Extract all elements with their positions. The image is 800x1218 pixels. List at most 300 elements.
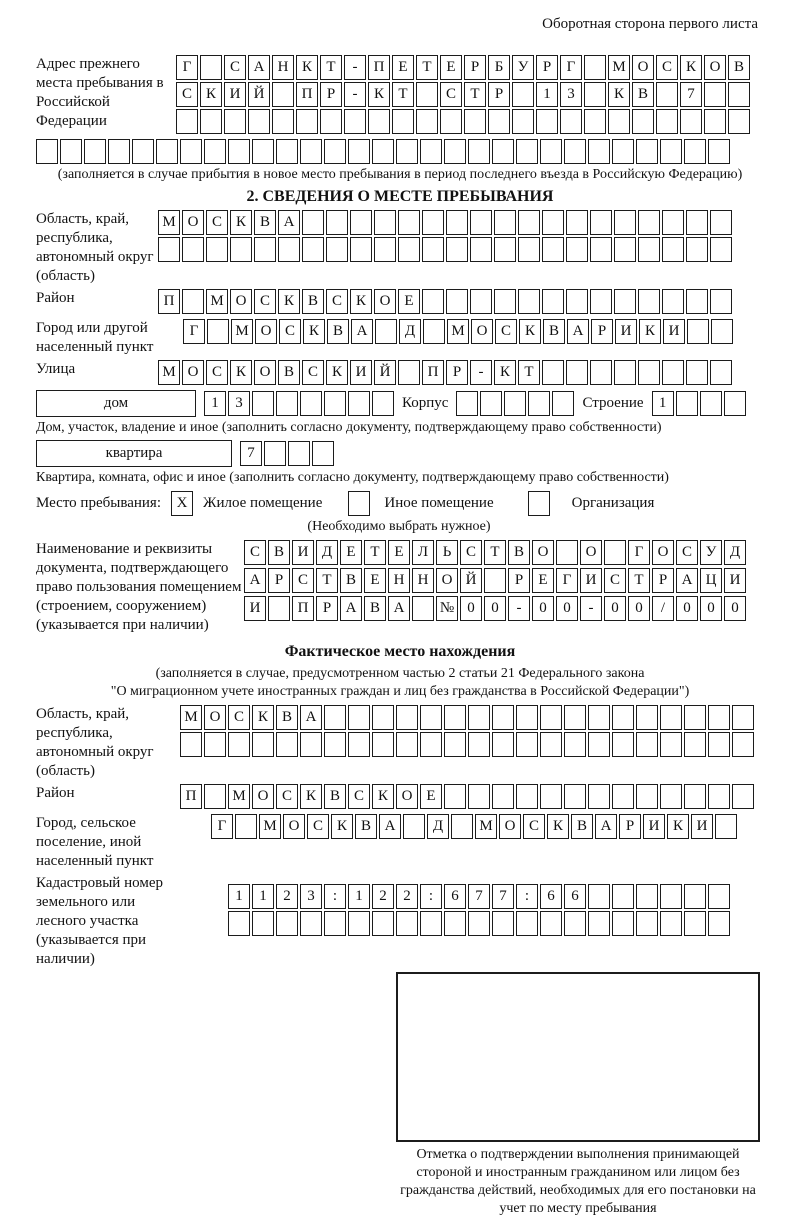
- char-box[interactable]: [584, 82, 606, 107]
- char-box[interactable]: [708, 911, 730, 936]
- char-box[interactable]: [396, 732, 418, 757]
- char-box[interactable]: [728, 82, 750, 107]
- char-box[interactable]: [228, 139, 250, 164]
- char-box[interactable]: [608, 109, 630, 134]
- char-box[interactable]: М: [231, 319, 253, 344]
- char-box[interactable]: В: [302, 289, 324, 314]
- char-box[interactable]: Д: [316, 540, 338, 565]
- char-box[interactable]: [638, 289, 660, 314]
- char-box[interactable]: [708, 884, 730, 909]
- char-box[interactable]: А: [244, 568, 266, 593]
- char-box[interactable]: [276, 732, 298, 757]
- char-box[interactable]: [588, 911, 610, 936]
- char-box[interactable]: Е: [420, 784, 442, 809]
- char-box[interactable]: М: [475, 814, 497, 839]
- char-box[interactable]: Т: [316, 568, 338, 593]
- char-box[interactable]: -: [470, 360, 492, 385]
- char-box[interactable]: О: [182, 360, 204, 385]
- char-box[interactable]: [662, 210, 684, 235]
- char-box[interactable]: [468, 732, 490, 757]
- char-box[interactable]: [207, 319, 229, 344]
- char-box[interactable]: [564, 732, 586, 757]
- char-box[interactable]: [566, 360, 588, 385]
- char-box[interactable]: [398, 210, 420, 235]
- char-box[interactable]: [464, 109, 486, 134]
- char-box[interactable]: 6: [564, 884, 586, 909]
- char-box[interactable]: 7: [492, 884, 514, 909]
- char-box[interactable]: [512, 109, 534, 134]
- char-box[interactable]: [708, 732, 730, 757]
- char-box[interactable]: О: [374, 289, 396, 314]
- char-box[interactable]: [732, 705, 754, 730]
- char-box[interactable]: О: [252, 784, 274, 809]
- char-box[interactable]: Н: [272, 55, 294, 80]
- char-box[interactable]: [446, 237, 468, 262]
- char-box[interactable]: Р: [508, 568, 530, 593]
- char-box[interactable]: [228, 911, 250, 936]
- char-box[interactable]: [492, 784, 514, 809]
- char-box[interactable]: [348, 911, 370, 936]
- char-box[interactable]: [108, 139, 130, 164]
- char-box[interactable]: У: [700, 540, 722, 565]
- char-box[interactable]: [444, 705, 466, 730]
- char-box[interactable]: [348, 391, 370, 416]
- char-box[interactable]: [348, 732, 370, 757]
- char-box[interactable]: [468, 784, 490, 809]
- char-box[interactable]: [704, 109, 726, 134]
- char-box[interactable]: П: [180, 784, 202, 809]
- char-box[interactable]: [320, 109, 342, 134]
- char-box[interactable]: [710, 210, 732, 235]
- char-box[interactable]: [372, 391, 394, 416]
- char-box[interactable]: В: [324, 784, 346, 809]
- char-box[interactable]: [374, 210, 396, 235]
- char-box[interactable]: Ь: [436, 540, 458, 565]
- char-box[interactable]: С: [523, 814, 545, 839]
- char-box[interactable]: [560, 109, 582, 134]
- char-box[interactable]: [324, 139, 346, 164]
- char-box[interactable]: [540, 139, 562, 164]
- char-box[interactable]: [660, 911, 682, 936]
- char-box[interactable]: Е: [388, 540, 410, 565]
- char-box[interactable]: [182, 237, 204, 262]
- char-box[interactable]: [504, 391, 526, 416]
- char-box[interactable]: [684, 784, 706, 809]
- char-box[interactable]: [200, 109, 222, 134]
- char-box[interactable]: [180, 732, 202, 757]
- char-box[interactable]: [268, 596, 290, 621]
- char-box[interactable]: [176, 109, 198, 134]
- char-box[interactable]: [612, 732, 634, 757]
- char-box[interactable]: [540, 784, 562, 809]
- char-box[interactable]: [556, 540, 578, 565]
- char-box[interactable]: А: [300, 705, 322, 730]
- char-box[interactable]: О: [532, 540, 554, 565]
- char-box[interactable]: К: [230, 360, 252, 385]
- char-box[interactable]: В: [508, 540, 530, 565]
- char-box[interactable]: [614, 210, 636, 235]
- char-box[interactable]: С: [676, 540, 698, 565]
- char-box[interactable]: [252, 732, 274, 757]
- char-box[interactable]: А: [595, 814, 617, 839]
- char-box[interactable]: Т: [518, 360, 540, 385]
- char-box[interactable]: [660, 884, 682, 909]
- char-box[interactable]: [182, 289, 204, 314]
- char-box[interactable]: 0: [556, 596, 578, 621]
- checkbox-zhiloe[interactable]: [171, 491, 193, 516]
- char-box[interactable]: Е: [532, 568, 554, 593]
- char-box[interactable]: 0: [604, 596, 626, 621]
- char-box[interactable]: [368, 109, 390, 134]
- char-box[interactable]: Д: [427, 814, 449, 839]
- char-box[interactable]: [660, 732, 682, 757]
- char-box[interactable]: [494, 210, 516, 235]
- char-box[interactable]: [324, 911, 346, 936]
- char-box[interactable]: [704, 82, 726, 107]
- char-box[interactable]: Й: [248, 82, 270, 107]
- char-box[interactable]: И: [663, 319, 685, 344]
- char-box[interactable]: О: [254, 360, 276, 385]
- char-box[interactable]: [564, 911, 586, 936]
- char-box[interactable]: М: [158, 360, 180, 385]
- char-box[interactable]: [662, 237, 684, 262]
- char-box[interactable]: [278, 237, 300, 262]
- char-box[interactable]: [420, 705, 442, 730]
- char-box[interactable]: [662, 289, 684, 314]
- char-box[interactable]: [420, 732, 442, 757]
- char-box[interactable]: [660, 705, 682, 730]
- char-box[interactable]: Н: [412, 568, 434, 593]
- char-box[interactable]: С: [348, 784, 370, 809]
- char-box[interactable]: [566, 237, 588, 262]
- char-box[interactable]: 2: [372, 884, 394, 909]
- char-box[interactable]: [206, 237, 228, 262]
- char-box[interactable]: [528, 491, 550, 516]
- char-box[interactable]: О: [230, 289, 252, 314]
- char-box[interactable]: [288, 441, 310, 466]
- char-box[interactable]: [326, 210, 348, 235]
- char-box[interactable]: [492, 732, 514, 757]
- char-box[interactable]: [276, 911, 298, 936]
- char-box[interactable]: И: [724, 568, 746, 593]
- char-box[interactable]: [396, 139, 418, 164]
- char-box[interactable]: [200, 55, 222, 80]
- char-box[interactable]: К: [494, 360, 516, 385]
- char-box[interactable]: К: [300, 784, 322, 809]
- char-box[interactable]: :: [420, 884, 442, 909]
- char-box[interactable]: О: [182, 210, 204, 235]
- char-box[interactable]: У: [512, 55, 534, 80]
- char-box[interactable]: 0: [484, 596, 506, 621]
- char-box[interactable]: [542, 210, 564, 235]
- char-box[interactable]: [470, 289, 492, 314]
- char-box[interactable]: Р: [619, 814, 641, 839]
- char-box[interactable]: К: [326, 360, 348, 385]
- char-box[interactable]: [350, 210, 372, 235]
- char-box[interactable]: [516, 784, 538, 809]
- char-box[interactable]: Г: [560, 55, 582, 80]
- char-box[interactable]: 0: [628, 596, 650, 621]
- char-box[interactable]: 3: [300, 884, 322, 909]
- char-box[interactable]: [686, 289, 708, 314]
- char-box[interactable]: А: [340, 596, 362, 621]
- char-box[interactable]: [660, 784, 682, 809]
- char-box[interactable]: [710, 237, 732, 262]
- char-box[interactable]: 0: [724, 596, 746, 621]
- char-box[interactable]: [494, 237, 516, 262]
- char-box[interactable]: [60, 139, 82, 164]
- char-box[interactable]: И: [643, 814, 665, 839]
- char-box[interactable]: [36, 139, 58, 164]
- char-box[interactable]: В: [355, 814, 377, 839]
- char-box[interactable]: №: [436, 596, 458, 621]
- char-box[interactable]: [398, 237, 420, 262]
- char-box[interactable]: Т: [484, 540, 506, 565]
- char-box[interactable]: С: [206, 360, 228, 385]
- char-box[interactable]: [296, 109, 318, 134]
- char-box[interactable]: [728, 109, 750, 134]
- char-box[interactable]: [680, 109, 702, 134]
- char-box[interactable]: [590, 289, 612, 314]
- char-box[interactable]: [204, 732, 226, 757]
- char-box[interactable]: К: [331, 814, 353, 839]
- char-box[interactable]: [710, 289, 732, 314]
- char-box[interactable]: [372, 732, 394, 757]
- char-box[interactable]: [422, 210, 444, 235]
- char-box[interactable]: [444, 784, 466, 809]
- char-box[interactable]: [732, 784, 754, 809]
- char-box[interactable]: [446, 210, 468, 235]
- char-box[interactable]: [446, 289, 468, 314]
- char-box[interactable]: [564, 139, 586, 164]
- char-box[interactable]: [516, 732, 538, 757]
- char-box[interactable]: 7: [680, 82, 702, 107]
- char-box[interactable]: Н: [388, 568, 410, 593]
- char-box[interactable]: [636, 705, 658, 730]
- char-box[interactable]: [326, 237, 348, 262]
- char-box[interactable]: Т: [464, 82, 486, 107]
- char-box[interactable]: В: [327, 319, 349, 344]
- char-box[interactable]: В: [340, 568, 362, 593]
- char-box[interactable]: 6: [540, 884, 562, 909]
- char-box[interactable]: [451, 814, 473, 839]
- char-box[interactable]: [348, 491, 370, 516]
- char-box[interactable]: [732, 732, 754, 757]
- char-box[interactable]: [686, 237, 708, 262]
- char-box[interactable]: :: [516, 884, 538, 909]
- char-box[interactable]: [420, 139, 442, 164]
- char-box[interactable]: С: [206, 210, 228, 235]
- char-box[interactable]: К: [547, 814, 569, 839]
- char-box[interactable]: [228, 732, 250, 757]
- char-box[interactable]: 7: [468, 884, 490, 909]
- char-box[interactable]: 1: [348, 884, 370, 909]
- char-box[interactable]: [715, 814, 737, 839]
- char-box[interactable]: Т: [628, 568, 650, 593]
- char-box[interactable]: [588, 732, 610, 757]
- char-box[interactable]: [492, 705, 514, 730]
- char-box[interactable]: Р: [652, 568, 674, 593]
- char-box[interactable]: [686, 210, 708, 235]
- char-box[interactable]: [422, 289, 444, 314]
- char-box[interactable]: О: [652, 540, 674, 565]
- char-box[interactable]: [272, 82, 294, 107]
- char-box[interactable]: [392, 109, 414, 134]
- char-box[interactable]: [416, 82, 438, 107]
- char-box[interactable]: [590, 210, 612, 235]
- char-box[interactable]: [708, 784, 730, 809]
- char-box[interactable]: 0: [532, 596, 554, 621]
- char-box[interactable]: Е: [440, 55, 462, 80]
- char-box[interactable]: О: [204, 705, 226, 730]
- char-box[interactable]: [540, 705, 562, 730]
- char-box[interactable]: 6: [444, 884, 466, 909]
- char-box[interactable]: [636, 784, 658, 809]
- char-box[interactable]: С: [604, 568, 626, 593]
- char-box[interactable]: И: [691, 814, 713, 839]
- char-box[interactable]: [480, 391, 502, 416]
- char-box[interactable]: [416, 109, 438, 134]
- char-box[interactable]: [566, 289, 588, 314]
- char-box[interactable]: [272, 109, 294, 134]
- char-box[interactable]: [636, 911, 658, 936]
- char-box[interactable]: [423, 319, 445, 344]
- char-box[interactable]: Г: [176, 55, 198, 80]
- char-box[interactable]: Й: [460, 568, 482, 593]
- char-box[interactable]: [396, 705, 418, 730]
- char-box[interactable]: [276, 391, 298, 416]
- char-box[interactable]: К: [608, 82, 630, 107]
- char-box[interactable]: В: [254, 210, 276, 235]
- char-box[interactable]: К: [278, 289, 300, 314]
- char-box[interactable]: А: [676, 568, 698, 593]
- char-box[interactable]: [564, 784, 586, 809]
- char-box[interactable]: С: [176, 82, 198, 107]
- char-box[interactable]: [444, 911, 466, 936]
- char-box[interactable]: [542, 360, 564, 385]
- char-box[interactable]: А: [388, 596, 410, 621]
- char-box[interactable]: [614, 237, 636, 262]
- char-box[interactable]: И: [350, 360, 372, 385]
- char-box[interactable]: [488, 109, 510, 134]
- char-box[interactable]: О: [580, 540, 602, 565]
- char-box[interactable]: А: [379, 814, 401, 839]
- char-box[interactable]: [656, 109, 678, 134]
- char-box[interactable]: [584, 55, 606, 80]
- char-box[interactable]: К: [350, 289, 372, 314]
- char-box[interactable]: [711, 319, 733, 344]
- char-box[interactable]: [470, 237, 492, 262]
- char-box[interactable]: [456, 391, 478, 416]
- char-box[interactable]: [300, 391, 322, 416]
- char-box[interactable]: [687, 319, 709, 344]
- char-box[interactable]: П: [158, 289, 180, 314]
- char-box[interactable]: Т: [392, 82, 414, 107]
- char-box[interactable]: 1: [228, 884, 250, 909]
- char-box[interactable]: Т: [416, 55, 438, 80]
- char-box[interactable]: [403, 814, 425, 839]
- char-box[interactable]: А: [278, 210, 300, 235]
- char-box[interactable]: [636, 732, 658, 757]
- char-box[interactable]: С: [656, 55, 678, 80]
- char-box[interactable]: [636, 884, 658, 909]
- char-box[interactable]: И: [615, 319, 637, 344]
- char-box[interactable]: К: [368, 82, 390, 107]
- char-box[interactable]: [660, 139, 682, 164]
- char-box[interactable]: [588, 705, 610, 730]
- char-box[interactable]: -: [508, 596, 530, 621]
- char-box[interactable]: О: [499, 814, 521, 839]
- char-box[interactable]: [700, 391, 722, 416]
- char-box[interactable]: [324, 732, 346, 757]
- char-box[interactable]: [84, 139, 106, 164]
- char-box[interactable]: 1: [252, 884, 274, 909]
- char-box[interactable]: [412, 596, 434, 621]
- char-box[interactable]: [612, 884, 634, 909]
- char-box[interactable]: К: [680, 55, 702, 80]
- char-box[interactable]: [516, 139, 538, 164]
- char-box[interactable]: [638, 210, 660, 235]
- checkbox-organizatsiya[interactable]: [528, 491, 550, 516]
- char-box[interactable]: К: [200, 82, 222, 107]
- char-box[interactable]: [676, 391, 698, 416]
- char-box[interactable]: [708, 139, 730, 164]
- char-box[interactable]: Т: [364, 540, 386, 565]
- char-box[interactable]: Б: [488, 55, 510, 80]
- char-box[interactable]: [420, 911, 442, 936]
- char-box[interactable]: В: [364, 596, 386, 621]
- char-box[interactable]: [468, 139, 490, 164]
- char-box[interactable]: [638, 237, 660, 262]
- char-box[interactable]: [132, 139, 154, 164]
- char-box[interactable]: [684, 732, 706, 757]
- char-box[interactable]: [612, 911, 634, 936]
- char-box[interactable]: Е: [340, 540, 362, 565]
- char-box[interactable]: [584, 109, 606, 134]
- char-box[interactable]: К: [296, 55, 318, 80]
- char-box[interactable]: А: [248, 55, 270, 80]
- char-box[interactable]: Р: [488, 82, 510, 107]
- char-box[interactable]: С: [460, 540, 482, 565]
- char-box[interactable]: О: [396, 784, 418, 809]
- char-box[interactable]: В: [543, 319, 565, 344]
- char-box[interactable]: П: [368, 55, 390, 80]
- char-box[interactable]: П: [292, 596, 314, 621]
- char-box[interactable]: [468, 705, 490, 730]
- char-box[interactable]: [180, 139, 202, 164]
- char-box[interactable]: [684, 911, 706, 936]
- char-box[interactable]: С: [302, 360, 324, 385]
- char-box[interactable]: И: [580, 568, 602, 593]
- char-box[interactable]: [374, 237, 396, 262]
- char-box[interactable]: [440, 109, 462, 134]
- char-box[interactable]: [518, 289, 540, 314]
- char-box[interactable]: К: [519, 319, 541, 344]
- char-box[interactable]: С: [307, 814, 329, 839]
- char-box[interactable]: И: [292, 540, 314, 565]
- char-box[interactable]: [540, 911, 562, 936]
- char-box[interactable]: [230, 237, 252, 262]
- char-box[interactable]: [588, 139, 610, 164]
- char-box[interactable]: С: [292, 568, 314, 593]
- char-box[interactable]: [612, 705, 634, 730]
- char-box[interactable]: [684, 884, 706, 909]
- char-box[interactable]: [636, 139, 658, 164]
- char-box[interactable]: Р: [536, 55, 558, 80]
- char-box[interactable]: [468, 911, 490, 936]
- char-box[interactable]: [302, 237, 324, 262]
- char-box[interactable]: [632, 109, 654, 134]
